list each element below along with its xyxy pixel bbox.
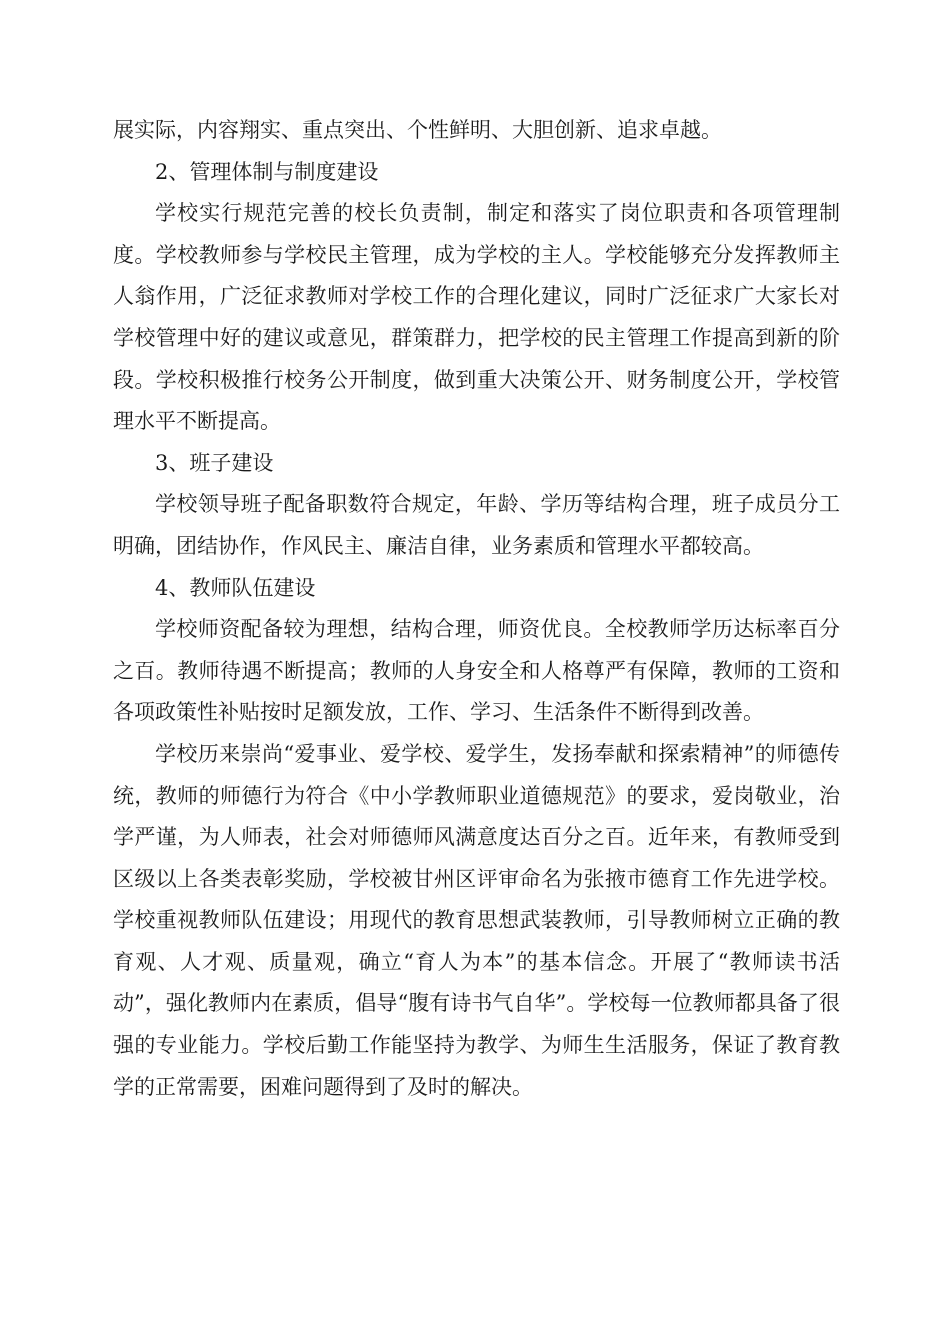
paragraph-leadership-team: 学校领导班子配备职数符合规定，年龄、学历等结构合理，班子成员分工明确，团结协作，作风民主、廉洁自律，业务素质和管理水平都较高。	[113, 492, 840, 558]
paragraph-teacher-ethics: 学校历来崇尚“爱事业、爱学校、爱学生，发扬奉献和探索精神”的师德传统，教师的师德行为符合《中小学教师职业道德规范》的要求，爱岗敬业，治学严谨，为人师表，社会对师德师风满意度达百分之百。近年来，有教师受到区级以上各类表彰奖励，学校被甘州区评审命名为张掖市德育工作先进学校。学校重视教师队伍建设；用现代的教育思想武装教师，引导教师树立正确的教育观、人才观、质量观，确立“育人为本”的基本信念。开展了“教师读书活动”，强化教师内在素质，倡导“腹有诗书气自华”。学校每一位教师都具备了很强的专业能力。学校后勤工作能坚持为教学、为师生生活服务，保证了教育教学的正常需要，困难问题得到了及时的解决。	[113, 741, 840, 1099]
paragraph-teacher-staffing: 学校师资配备较为理想，结构合理，师资优良。全校教师学历达标率百分之百。教师待遇不断提高；教师的人身安全和人格尊严有保障，教师的工资和各项政策性补贴按时足额发放，工作、学习、生活条件不断得到改善。	[113, 617, 840, 725]
paragraph-management-system: 学校实行规范完善的校长负责制，制定和落实了岗位职责和各项管理制度。学校教师参与学校民主管理，成为学校的主人。学校能够充分发挥教师主人翁作用，广泛征求教师对学校工作的合理化建议，同时广泛征求广大家长对学校管理中好的建议或意见，群策群力，把学校的民主管理工作提高到新的阶段。学校积极推行校务公开制度，做到重大决策公开、财务制度公开，学校管理水平不断提高。	[113, 201, 840, 434]
section-heading-management-system: 2、管理体制与制度建设	[155, 159, 379, 184]
section-heading-leadership-team: 3、班子建设	[155, 450, 274, 475]
section-heading-teacher-team: 4、教师队伍建设	[155, 575, 316, 600]
document-body	[113, 110, 840, 1108]
paragraph-continuation: 展实际，内容翔实、重点突出、个性鲜明、大胆创新、追求卓越。	[113, 118, 722, 142]
